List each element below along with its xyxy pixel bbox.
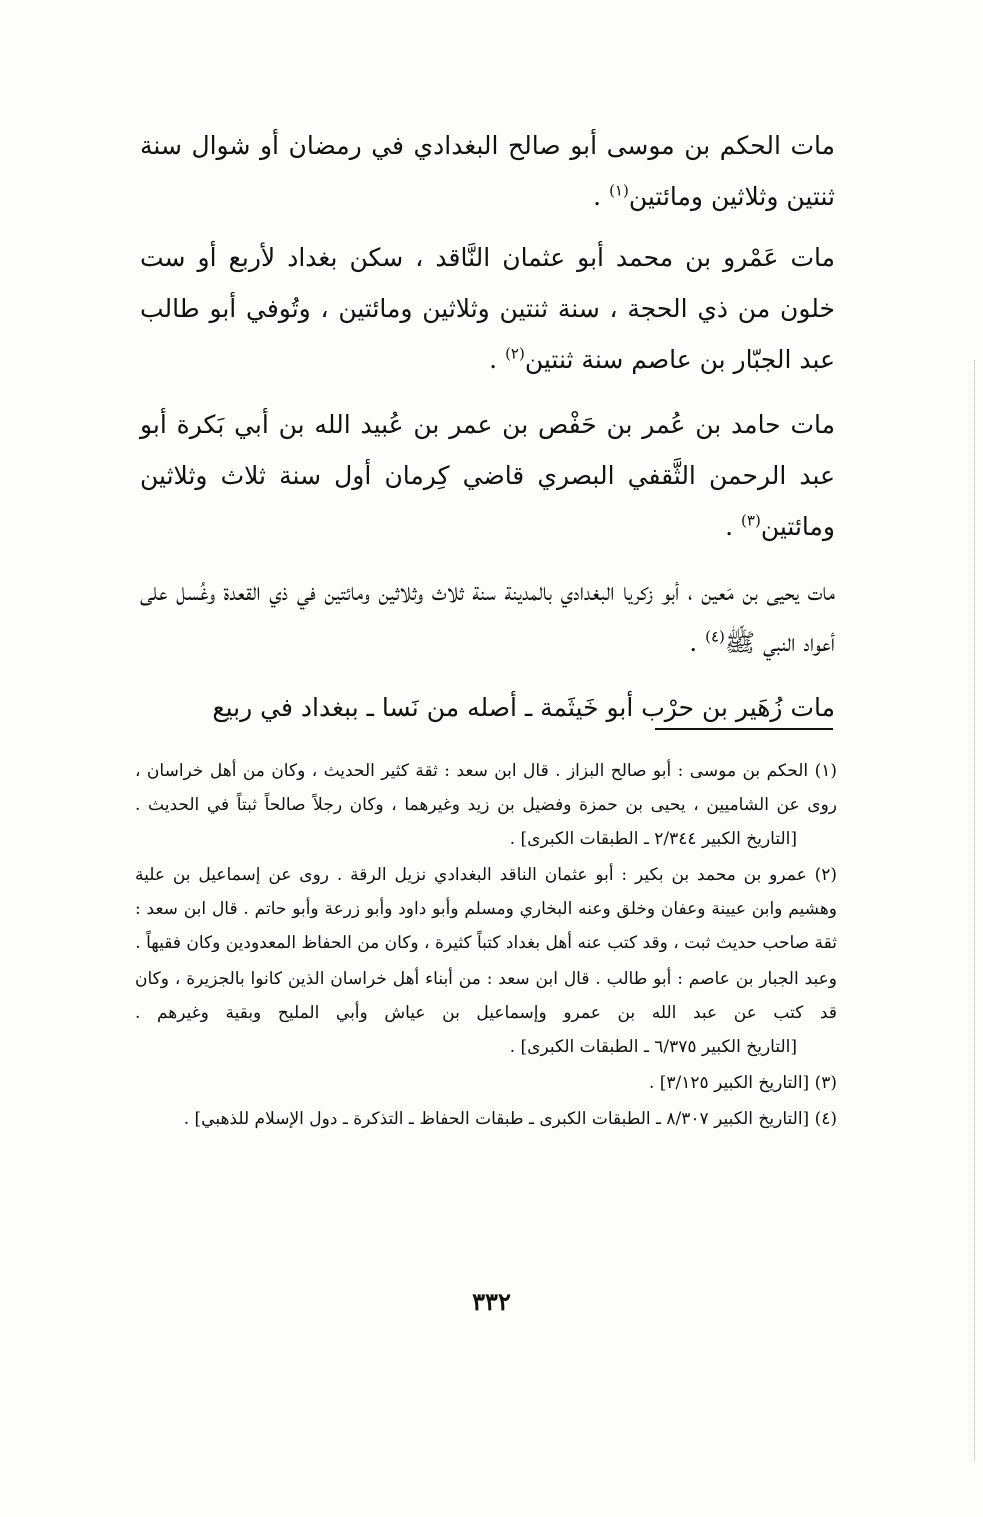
paragraph-text: مات الحكم بن موسى أبو صالح البغدادي في رمضان أو شوال سنة ثنتين وثلاثين ومائتين (140, 131, 835, 211)
footnote (135, 1066, 837, 1100)
page-edge-marks (974, 360, 975, 1460)
page-number: ٣٣٢ (472, 1287, 511, 1316)
footnote-reference: (٣) (741, 511, 761, 530)
body-paragraph (140, 682, 835, 733)
footnote-reference: (١) (609, 181, 629, 200)
paragraph-text: مات حامد بن عُمر بن حَفْص بن عمر بن عُبيد الله بن أبي بَكرة أبو عبد الرحمن الثَّقفي البصري قاضي كِرمان أول سنة ثلاث وثلاثين ومائتين (140, 410, 835, 541)
footnote-separator (655, 728, 833, 730)
footnote (135, 1102, 837, 1136)
paragraph-tail: . (593, 182, 610, 211)
paragraph-tail: . (489, 345, 506, 374)
body-paragraph (140, 399, 835, 552)
footnote-text: (٣) [التاريخ الكبير ٣/١٢٥] . (648, 1073, 837, 1093)
footnote (135, 858, 837, 960)
paragraph-text: مات زُهَير بن حرْب أبو خَيثَمة ـ أصله من نَسا ـ ببغداد في ربيع (212, 693, 835, 722)
paragraph-tail: . (725, 512, 742, 541)
footnote-source: [التاريخ الكبير ٦/٣٧٥ ـ الطبقات الكبرى] . (509, 1037, 797, 1057)
footnote-reference: (٤) (705, 627, 725, 646)
paragraph-tail: . (689, 628, 706, 657)
footnotes-section (135, 754, 837, 1138)
main-body-text (140, 120, 835, 747)
footnote-reference: (٢) (505, 344, 525, 363)
footnote-text: (٤) [التاريخ الكبير ٨/٣٠٧ ـ الطبقات الكبرى ـ طبقات الحفاظ ـ التذكرة ـ دول الإسلام للذهبي] . (183, 1109, 837, 1129)
footnote-text: (٢) عمرو بن محمد بن بكير : أبو عثمان الناقد البغدادي نزيل الرقة . روى عن إسماعيل بن علية وهشيم وابن عيينة وعفان وخلق وعنه البخاري ومسلم وأبو داود وأبو زرعة وأبو حاتم . قال ابن سعد : ثقة صاحب حديث ثبت ، وقد كتب عنه أهل بغداد كتباً كثيرة ، وكان من الحفاظ المعدودين وكان فقيهاً . (135, 865, 838, 953)
paragraph-text: مات يحيى بن مَعين ، أبو زكريا البغدادي بالمدينة سنة ثلاث وثلاثين ومائتين في ذي القعدة وغُسل على أعواد النبي ﷺ (140, 577, 835, 657)
body-paragraph (140, 232, 835, 385)
footnote-source: [التاريخ الكبير ٢/٣٤٤ ـ الطبقات الكبرى] . (509, 829, 797, 849)
paragraph-text: مات عَمْرو بن محمد أبو عثمان النَّاقد ، سكن بغداد لأربع أو ست خلون من ذي الحجة ، سنة ثنتين وثلاثين ومائتين ، وتُوفي أبو طالب عبد الجبّار بن عاصم سنة ثنتين (140, 243, 835, 374)
body-paragraph (140, 566, 835, 668)
footnote-text: (١) الحكم بن موسى : أبو صالح البزاز . قال ابن سعد : ثقة كثير الحديث ، وكان من أهل خراسان ، روى عن الشاميين ، يحيى بن حمزة وفضيل بن زيد وغيرهما ، وكان رجلاً صالحاً ثبتاً في الحديث . (135, 761, 837, 815)
footnote (135, 754, 837, 856)
footnote-text: وعبد الجبار بن عاصم : أبو طالب . قال ابن سعد : من أبناء أهل خراسان الذين كانوا بالجزيرة ، وكان قد كتب عن عبد الله بن عمرو وإسماعيل بن عياش وأبي المليح وبقية وغيرهم . (135, 969, 837, 1023)
body-paragraph (140, 120, 835, 222)
footnote (135, 962, 837, 1064)
